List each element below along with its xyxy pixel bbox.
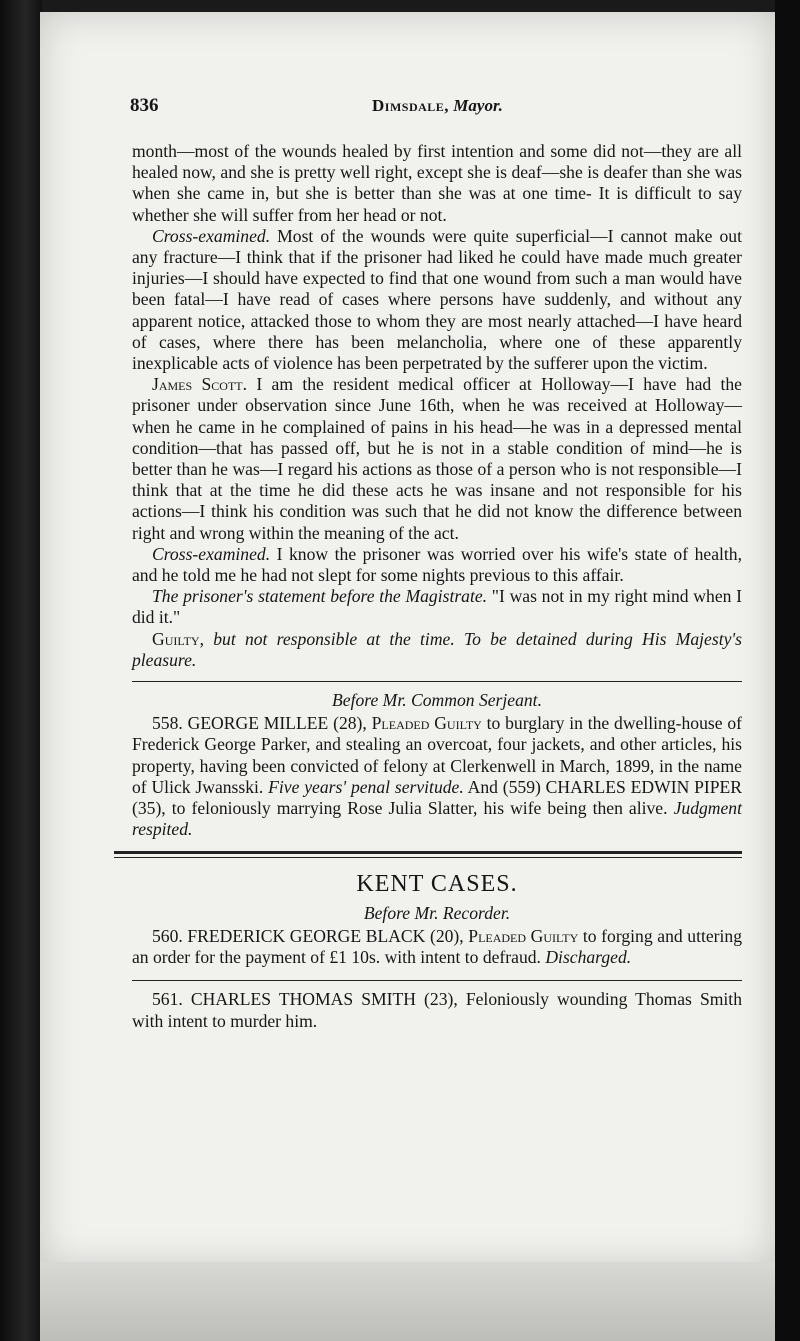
witness-name: James Scott.: [152, 374, 248, 395]
cross-examined-label-2: Cross-examined.: [152, 543, 271, 564]
book-binding-right: [775, 0, 800, 1341]
case-558: [132, 713, 742, 840]
case-558-text-b: to burglary in the dwelling-house of Frederick George Parker, and stealing an overcoat, four jackets, and other articles, his property, having been convicted of felony at Clerkenwell in March, 1899, in the name of Ulick Jwansski.: [132, 713, 743, 797]
paragraph-2-text: Most of the wounds were quite superficial—I cannot make out any fracture—I think that if the prisoner had liked he could have made much greater injuries—I should have expected to find that one wound from such a man would have been fatal—I have read of cases where persons have suddenly, and without any apparent notice, attacked those to whom they are most nearly attached—I have heard of cases, where there has been melancholia, where one of these apparently inexplicable acts of violence has been perpetrated by the sufferer upon the victim.: [132, 225, 742, 374]
paragraph-5: [132, 586, 742, 628]
paragraph-4-text: I know the prisoner was worried over his wife's state of health, and he told me he had not slept for some nights previous to this affair.: [132, 543, 742, 586]
verdict-text: but not responsible at the time. To be detained during His Majesty's pleasure.: [132, 628, 742, 670]
page-number: 836: [130, 95, 159, 116]
paragraph-3: [132, 374, 742, 544]
case-560: [132, 926, 742, 968]
case-558-text-a: 558. GEORGE MILLEE (28),: [152, 713, 372, 734]
paragraph-6-verdict: [132, 629, 742, 671]
case-558-outcome: Judgment respited.: [132, 798, 742, 840]
case-561-block: [92, 989, 742, 1031]
court-heading-560: Before Mr. Recorder.: [363, 902, 511, 923]
paragraph-4: [132, 544, 742, 586]
case-558-block: [92, 713, 742, 840]
page-stack-edge: [40, 1262, 775, 1341]
running-head: [372, 95, 503, 116]
book-binding-left: [0, 0, 42, 1341]
paragraph-2: [132, 226, 742, 374]
testimony-block: [92, 141, 742, 671]
case-558-plea: Pleaded Guilty: [371, 713, 482, 734]
section-rule: [132, 681, 742, 682]
running-head-title: Mayor.: [453, 96, 503, 115]
page-header: [92, 95, 742, 121]
case-558-text-c: And (559) CHARLES EDWIN PIPER (35), to feloniously marrying Rose Julia Slatter, his wife being then alive.: [132, 776, 743, 819]
court-heading-558: Before Mr. Common Serjeant.: [332, 690, 542, 711]
double-rule: [114, 851, 742, 858]
case-560-block: [92, 926, 742, 968]
page-content: [92, 95, 742, 1032]
case-560-text-a: 560. FREDERICK GEORGE BLACK (20),: [152, 925, 469, 946]
paragraph-3-text: I am the resident medical officer at Holloway—I have had the prisoner under observation since June 16th, when he was received at Holloway—when he came in he complained of pains in his head—he was in a depressed mental condition—that has passed off, but he is not in a stable condition of mind—he is better than he was—I regard his actions as those of a person who is not responsible—I think that at the time he did these acts he was insane and not responsible for his actions—I think his condition was such that he did not know the difference between right and wrong within the meaning of the act.: [132, 374, 742, 543]
case-560-plea: Pleaded Guilty: [468, 925, 579, 946]
running-head-name: Dimsdale,: [372, 96, 450, 115]
case-rule: [132, 980, 742, 981]
paragraph-5-text: "I was not in my right mind when I did it.": [132, 586, 743, 628]
verdict-label: Guilty,: [152, 628, 204, 649]
kent-cases-title: KENT CASES.: [356, 870, 518, 897]
case-560-text-b: to forging and uttering an order for the payment of £1 10s. with intent to defraud.: [132, 925, 742, 968]
case-561: 561. CHARLES THOMAS SMITH (23), Feloniously wounding Thomas Smith with intent to murder him.: [132, 989, 742, 1031]
paragraph-1: month—most of the wounds healed by first intention and some did not—they are all healed now, and she is pretty well right, except she is deaf—she is deafer than she was when she came in, but she is better than she was at one time- It is difficult to say whether she will suffer from her head or not.: [132, 141, 742, 225]
statement-label: The prisoner's statement before the Magistrate.: [152, 586, 488, 607]
cross-examined-label: Cross-examined.: [152, 225, 271, 246]
case-560-outcome: Discharged.: [545, 947, 632, 968]
case-558-sentence: Five years' penal servitude.: [268, 776, 464, 797]
